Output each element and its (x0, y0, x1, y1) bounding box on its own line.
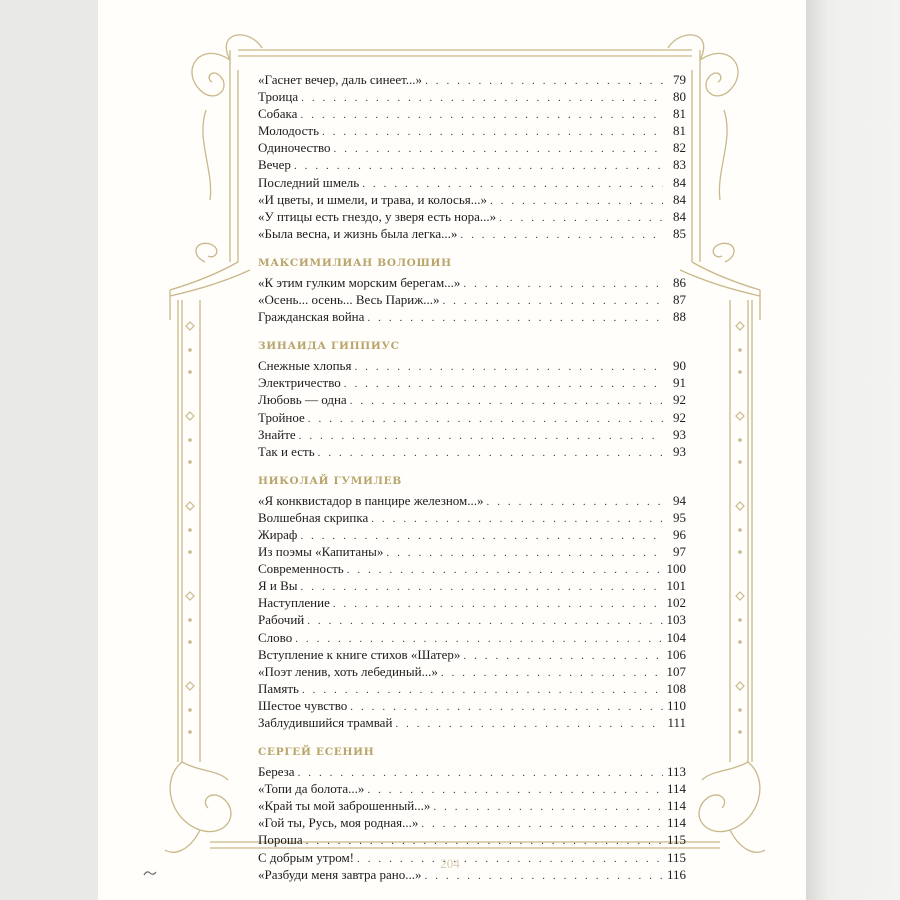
toc-entry-page: 90 (673, 358, 686, 374)
dot-leader (441, 666, 663, 681)
dot-leader (302, 683, 663, 698)
toc-entry[interactable] (258, 527, 686, 544)
dot-leader (442, 294, 663, 309)
toc-entry-page: 95 (673, 509, 686, 525)
toc-entry-title: Последний шмель (258, 174, 360, 190)
toc-entry[interactable] (258, 815, 686, 832)
toc-entry[interactable] (258, 681, 686, 698)
toc-entry-page: 87 (673, 292, 686, 308)
toc-entry[interactable] (258, 358, 686, 375)
dot-leader (344, 377, 663, 392)
dot-leader (350, 700, 663, 715)
dot-leader (367, 783, 663, 798)
toc-entry-title: «К этим гулким морским берегам...» (258, 274, 461, 290)
toc-entry[interactable] (258, 157, 686, 174)
toc-entry-title: «Я конквистадор в панцире железном...» (258, 492, 484, 508)
toc-entry[interactable] (258, 444, 686, 461)
dot-leader (308, 412, 663, 427)
toc-entry-title: Вступление к книге стихов «Шатер» (258, 646, 461, 662)
toc-entry-page: 83 (673, 157, 686, 173)
toc-entry-page: 114 (666, 781, 686, 797)
toc-entry-page: 114 (666, 798, 686, 814)
toc-entry-page: 86 (673, 274, 686, 290)
toc-entry-title: Троица (258, 89, 299, 105)
author-heading: НИКОЛАЙ ГУМИЛЕВ (258, 474, 402, 487)
toc-entry-title: Я и Вы (258, 578, 298, 594)
dot-leader (487, 495, 663, 510)
toc-entry-title: С добрым утром! (258, 849, 355, 865)
toc-entry-page: 108 (666, 680, 686, 696)
toc-entry-title: «Поэт ленив, хоть лебединый...» (258, 663, 438, 679)
dot-leader (421, 817, 663, 832)
toc-entry[interactable] (258, 764, 686, 781)
dot-leader (362, 177, 663, 192)
toc-sections (258, 257, 686, 884)
toc-entry-page: 85 (673, 225, 686, 241)
toc-entry-page: 84 (673, 174, 686, 190)
author-heading: СЕРГЕЙ ЕСЕНИН (258, 746, 375, 759)
toc-entry-title: Вечер (258, 157, 291, 173)
toc-entry-title: Из поэмы «Капитаны» (258, 544, 384, 560)
dot-leader (499, 211, 663, 226)
author-section (258, 340, 686, 461)
toc-entry-page: 104 (666, 629, 686, 645)
toc-entry[interactable] (258, 493, 686, 510)
toc-entry[interactable] (258, 375, 686, 392)
toc-first-block (258, 72, 686, 243)
toc-entry-page: 111 (667, 715, 686, 730)
author-heading: МАКСИМИЛИАН ВОЛОШИН (258, 256, 452, 269)
author-section (258, 257, 686, 326)
toc-entry[interactable] (258, 647, 686, 664)
toc-entry-page: 92 (673, 392, 686, 408)
toc-entry[interactable] (258, 781, 686, 798)
dot-leader (294, 159, 663, 174)
dot-leader (460, 228, 663, 243)
dot-leader (300, 108, 663, 123)
dot-leader (322, 125, 663, 140)
toc-entry[interactable] (258, 832, 686, 849)
toc-entry-title: Молодость (258, 123, 319, 139)
toc-entry[interactable] (258, 106, 686, 123)
toc-entry-title: «Осень... осень... Весь Париж...» (258, 292, 440, 308)
toc-entry[interactable] (258, 578, 686, 595)
toc-entry[interactable] (258, 664, 686, 681)
toc-entry-page: 81 (673, 106, 686, 122)
toc-entry-title: Одиночество (258, 140, 331, 156)
toc-entry[interactable] (258, 715, 686, 732)
dot-leader (386, 546, 663, 561)
toc-entry[interactable] (258, 192, 686, 209)
toc-entry-page: 115 (666, 849, 686, 865)
dot-leader (306, 834, 663, 849)
toc-entry-title: «Была весна, и жизнь была легка...» (258, 225, 458, 241)
toc-entry-title: Память (258, 680, 299, 696)
toc-entry[interactable] (258, 140, 686, 157)
dot-leader (299, 429, 663, 444)
toc-entry-page: 100 (666, 561, 686, 577)
toc-entry-page: 79 (673, 72, 686, 87)
toc-entry-title: Так и есть (258, 443, 315, 459)
toc-entry[interactable] (258, 226, 686, 243)
toc-entry-title: Собака (258, 106, 298, 122)
toc-entry[interactable] (258, 72, 686, 89)
dot-leader (301, 91, 663, 106)
toc-entry-page: 97 (673, 544, 686, 560)
dot-leader (395, 717, 663, 732)
toc-entry-page: 84 (673, 191, 686, 207)
toc-entry[interactable] (258, 561, 686, 578)
dot-leader (463, 277, 663, 292)
toc-entry-page: 114 (666, 815, 686, 831)
toc-entry[interactable] (258, 427, 686, 444)
toc-entry-page: 101 (666, 578, 686, 594)
toc-entry-title: Рабочий (258, 612, 305, 628)
toc-entry[interactable] (258, 275, 686, 292)
toc-entry-page: 115 (666, 832, 686, 848)
toc-entry-page: 106 (666, 646, 686, 662)
toc-entry-page: 88 (673, 309, 686, 325)
dot-leader (298, 766, 663, 781)
toc-entry-title: Современность (258, 561, 344, 577)
table-of-contents (258, 72, 686, 884)
toc-entry-page: 113 (666, 764, 686, 780)
dot-leader (301, 580, 663, 595)
toc-entry-title: «Гой ты, Русь, моя родная...» (258, 815, 419, 831)
toc-entry-title: «Разбуди меня завтра рано...» (258, 866, 422, 882)
dot-leader (371, 512, 663, 527)
toc-entry-page: 116 (666, 866, 686, 882)
dot-leader (347, 563, 663, 578)
toc-entry[interactable] (258, 612, 686, 629)
page-number: 204 (440, 856, 460, 871)
toc-entry-title: Тройное (258, 409, 305, 425)
toc-entry-page: 93 (673, 443, 686, 459)
dot-leader (490, 194, 663, 209)
toc-entry[interactable] (258, 698, 686, 715)
toc-entry[interactable] (258, 89, 686, 106)
toc-entry-title: Гражданская война (258, 309, 365, 325)
toc-entry[interactable] (258, 595, 686, 612)
toc-entry[interactable] (258, 123, 686, 140)
toc-entry-page: 92 (673, 409, 686, 425)
toc-entry-page: 84 (673, 208, 686, 224)
toc-entry-title: «Топи да болота...» (258, 781, 365, 797)
toc-entry[interactable] (258, 510, 686, 527)
toc-entry-title: «Гаснет вечер, даль синеет...» (258, 72, 423, 87)
toc-entry-title: Волшебная скрипка (258, 509, 369, 525)
toc-entry-title: «Край ты мой заброшенный...» (258, 798, 431, 814)
toc-entry-title: Знайте (258, 426, 296, 442)
toc-entry[interactable] (258, 175, 686, 192)
dot-leader (433, 800, 663, 815)
dot-leader (333, 597, 663, 612)
dot-leader (295, 632, 663, 647)
toc-entry-page: 94 (673, 492, 686, 508)
toc-entry-title: Любовь — одна (258, 392, 347, 408)
toc-entry-page: 102 (666, 595, 686, 611)
toc-entry[interactable] (258, 209, 686, 226)
toc-entry-title: Наступление (258, 595, 330, 611)
toc-entry[interactable] (258, 309, 686, 326)
toc-entry-page: 82 (673, 140, 686, 156)
toc-entry-title: Жираф (258, 526, 298, 542)
toc-entry-page: 81 (673, 123, 686, 139)
dot-leader (350, 394, 663, 409)
toc-entry-page: 93 (673, 426, 686, 442)
dot-leader (425, 74, 663, 89)
toc-entry-title: Береза (258, 764, 295, 780)
toc-entry[interactable] (258, 292, 686, 309)
toc-entry-title: «У птицы есть гнездо, у зверя есть нора...» (258, 208, 497, 224)
toc-entry-title: Электричество (258, 375, 341, 391)
toc-entry-title: «И цветы, и шмели, и трава, и колосья...» (258, 191, 487, 207)
toc-entry-title: Слово (258, 629, 293, 645)
dot-leader (354, 360, 663, 375)
toc-entry-title: Шестое чувство (258, 697, 348, 713)
toc-entry-title: Пороша (258, 832, 303, 848)
toc-entry-title: Снежные хлопья (258, 358, 352, 374)
dot-leader (463, 649, 663, 664)
dot-leader (318, 446, 663, 461)
dot-leader (300, 529, 663, 544)
toc-entry-page: 107 (666, 663, 686, 679)
author-section (258, 475, 686, 732)
toc-entry-page: 96 (673, 526, 686, 542)
toc-entry-title: Заблудившийся трамвай (258, 715, 393, 730)
toc-entry-page: 103 (666, 612, 686, 628)
toc-entry[interactable] (258, 410, 686, 427)
toc-entry-page: 110 (666, 697, 686, 713)
toc-entry-page: 80 (673, 89, 686, 105)
toc-entry[interactable] (258, 798, 686, 815)
toc-entry[interactable] (258, 630, 686, 647)
dot-leader (334, 142, 663, 157)
toc-entry[interactable] (258, 544, 686, 561)
toc-entry-page: 91 (673, 375, 686, 391)
dot-leader (307, 614, 663, 629)
author-heading: ЗИНАИДА ГИППИУС (258, 340, 400, 353)
toc-entry[interactable] (258, 392, 686, 409)
dot-leader (367, 311, 663, 326)
